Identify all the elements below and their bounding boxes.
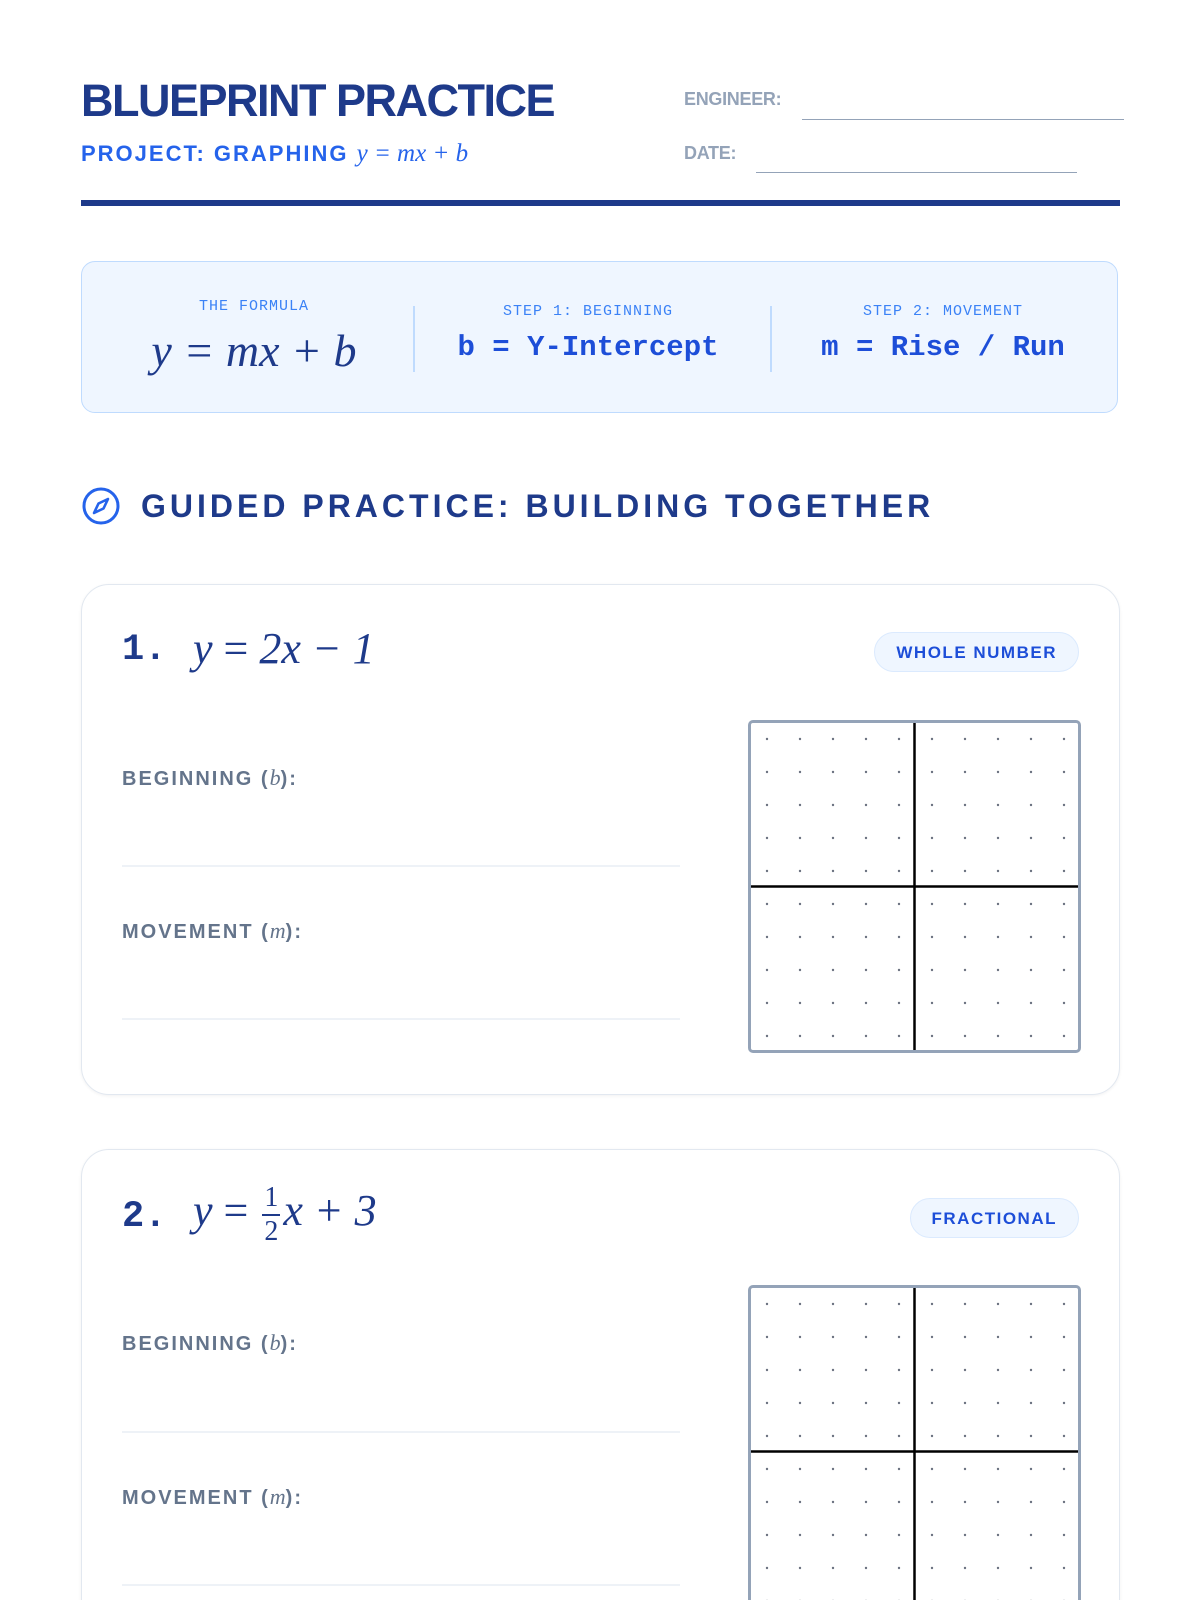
problem-equation: y = $\frac{1}{2}$ x + 3 [193,1182,377,1247]
grid-dot [931,936,933,938]
grid-dot [799,1002,801,1004]
grid-dot [997,771,999,773]
grid-dot [964,870,966,872]
grid-dot [832,969,834,971]
grid-dot [1063,1336,1065,1338]
grid-dot [898,969,900,971]
grid-dot [997,804,999,806]
grid-dot [1030,1567,1032,1569]
grid-dot [766,1035,768,1037]
grid-dot [1030,969,1032,971]
grid-dot [931,1501,933,1503]
grid-dot [997,1035,999,1037]
formula-label: THE FORMULA [198,298,310,315]
grid-dot [1063,1567,1065,1569]
date-label: DATE: [684,143,737,163]
beginning-label-text: BEGINNING ( [122,768,270,790]
grid-dot [799,1567,801,1569]
label-close: ): [285,1487,303,1509]
grid-dot [766,1435,768,1437]
grid-dot [832,1035,834,1037]
grid-dot [898,1002,900,1004]
grid-dot [964,738,966,740]
grid-dot [766,1369,768,1371]
grid-dot [997,903,999,905]
step1-value: b = Y-Intercept [457,331,719,364]
movement-label-text: MOVEMENT ( [122,1487,270,1509]
engineer-input-line[interactable] [802,119,1124,120]
grid-dot [766,1501,768,1503]
grid-dot [1063,1468,1065,1470]
coordinate-grid[interactable] [748,720,1081,1053]
formula-column [110,262,398,412]
grid-dot [997,1002,999,1004]
grid-dot [931,1534,933,1536]
grid-dot [865,1534,867,1536]
step2-label: STEP 2: MOVEMENT [862,303,1024,320]
grid-dot [1063,1501,1065,1503]
grid-dot [964,1369,966,1371]
grid-dot [766,1534,768,1536]
grid-dot [931,969,933,971]
grid-dot [766,771,768,773]
step2-column [782,262,1104,412]
grid-dot [832,1435,834,1437]
grid-dot [832,1303,834,1305]
label-close: ): [280,768,298,790]
grid-dot [1063,1002,1065,1004]
grid-dot [865,1303,867,1305]
grid-dot [964,1303,966,1305]
grid-dot [931,870,933,872]
worksheet-title: BLUEPRINT PRACTICE [81,75,555,126]
problem-number: 2. [122,1196,167,1238]
grid-dot [865,936,867,938]
grid-dot [1030,837,1032,839]
grid-dot [865,1468,867,1470]
grid-dot [964,903,966,905]
grid-dot [1030,1336,1032,1338]
grid-dot [898,1435,900,1437]
grid-dot [799,1468,801,1470]
grid-dot [832,1002,834,1004]
grid-dot [997,1567,999,1569]
grid-dot [964,837,966,839]
grid-dot [898,1534,900,1536]
grid-dot [898,936,900,938]
grid-dot [1030,738,1032,740]
grid-dot [997,837,999,839]
grid-dot [898,771,900,773]
grid-dot [931,1336,933,1338]
grid-dot [997,1501,999,1503]
grid-dot [1063,1402,1065,1404]
section-title: GUIDED PRACTICE: BUILDING TOGETHER [141,488,935,524]
step1-label: STEP 1: BEGINNING [502,303,674,320]
grid-dot [799,771,801,773]
grid-dot [865,969,867,971]
grid-dot [832,837,834,839]
grid-dot [931,1369,933,1371]
grid-dot [766,837,768,839]
date-input-line[interactable] [756,172,1077,173]
problem-equation: y = 2x − 1 [193,624,375,673]
grid-dot [865,1369,867,1371]
grid-dot [997,969,999,971]
grid-dot [1030,1468,1032,1470]
grid-dot [898,1336,900,1338]
grid-dot [865,1501,867,1503]
fraction-denominator: 2 [264,1216,279,1247]
grid-dot [931,738,933,740]
equation-lhs: y [193,624,213,673]
grid-dot [799,1435,801,1437]
grid-dot [931,1002,933,1004]
grid-dot [931,1402,933,1404]
grid-dot [898,738,900,740]
grid-dot [832,771,834,773]
grid-dot [997,1468,999,1470]
grid-dot [799,1035,801,1037]
step2-value: m = Rise / Run [821,331,1065,364]
coordinate-grid-svg [751,723,1078,1050]
movement-label-text: MOVEMENT ( [122,921,270,943]
grid-dot [964,1468,966,1470]
grid-dot [1063,969,1065,971]
grid-dot [1063,738,1065,740]
movement-label [122,1484,303,1510]
grid-dot [898,1303,900,1305]
coordinate-grid-svg [751,1288,1078,1600]
grid-dot [1063,1035,1065,1037]
grid-dot [766,1336,768,1338]
formula-divider [770,306,772,372]
grid-dot [1063,870,1065,872]
grid-dot [997,1435,999,1437]
grid-dot [799,969,801,971]
grid-dot [766,903,768,905]
label-close: ): [285,921,303,943]
grid-dot [1063,1435,1065,1437]
beginning-label [122,765,298,791]
grid-dot [1030,1501,1032,1503]
grid-dot [964,969,966,971]
grid-dot [766,1567,768,1569]
grid-dot [1030,1369,1032,1371]
grid-dot [865,870,867,872]
grid-dot [964,1035,966,1037]
grid-dot [997,870,999,872]
grid-dot [865,837,867,839]
grid-dot [997,1303,999,1305]
grid-dot [832,1336,834,1338]
subtitle-prefix: PROJECT: GRAPHING [81,141,357,166]
grid-dot [766,1468,768,1470]
problem-number: 1. [122,629,167,671]
grid-dot [997,738,999,740]
grid-dot [832,1402,834,1404]
grid-dot [766,1402,768,1404]
grid-dot [931,1468,933,1470]
grid-dot [832,738,834,740]
grid-dot [1030,1035,1032,1037]
grid-dot [1030,1002,1032,1004]
grid-dot [799,936,801,938]
grid-dot [964,804,966,806]
grid-dot [865,771,867,773]
grid-dot [799,738,801,740]
label-close: ): [280,1333,298,1355]
grid-dot [1063,837,1065,839]
grid-dot [799,837,801,839]
beginning-answer-line[interactable] [122,1431,680,1433]
fraction-numerator: 1 [262,1184,280,1216]
equation-rhs: x + 3 [283,1186,377,1236]
equation-fraction [262,1184,280,1246]
grid-dot [1030,804,1032,806]
grid-dot [964,1435,966,1437]
formula-value: y = mx + b [151,325,357,376]
grid-dot [964,771,966,773]
movement-answer-line[interactable] [122,1018,680,1020]
grid-dot [964,1402,966,1404]
grid-dot [997,1336,999,1338]
grid-dot [931,1303,933,1305]
grid-dot [964,1567,966,1569]
grid-dot [865,1567,867,1569]
grid-dot [799,804,801,806]
grid-dot [964,1501,966,1503]
grid-dot [997,1402,999,1404]
grid-dot [898,1567,900,1569]
grid-dot [964,936,966,938]
grid-dot [865,1035,867,1037]
grid-dot [1063,1369,1065,1371]
grid-dot [1030,903,1032,905]
grid-dot [865,1002,867,1004]
grid-dot [1030,771,1032,773]
grid-dot [799,903,801,905]
grid-dot [832,1501,834,1503]
grid-dot [931,771,933,773]
grid-dot [865,804,867,806]
formula-reference-box [81,261,1118,413]
grid-dot [832,1468,834,1470]
grid-dot [931,903,933,905]
grid-dot [766,936,768,938]
grid-dot [832,903,834,905]
grid-dot [832,1534,834,1536]
grid-dot [964,1002,966,1004]
grid-dot [865,738,867,740]
grid-dot [898,1468,900,1470]
beginning-label [122,1330,298,1356]
grid-dot [1063,1303,1065,1305]
grid-dot [799,1303,801,1305]
grid-dot [832,936,834,938]
movement-var: m [269,1484,286,1509]
grid-dot [832,804,834,806]
grid-dot [1030,1303,1032,1305]
step1-column [427,262,749,412]
grid-dot [1030,1435,1032,1437]
grid-dot [865,1336,867,1338]
beginning-var: b [269,1330,281,1355]
beginning-var: b [269,765,281,790]
beginning-answer-line[interactable] [122,865,680,867]
grid-dot [799,870,801,872]
movement-answer-line[interactable] [122,1584,680,1586]
equation-rhs: 2x − 1 [259,624,375,673]
grid-dot [964,1534,966,1536]
equation-lhs: y [193,1186,213,1236]
grid-dot [1063,903,1065,905]
movement-label [122,918,303,944]
grid-dot [832,1369,834,1371]
grid-dot [898,1035,900,1037]
grid-dot [898,1501,900,1503]
grid-dot [1063,804,1065,806]
grid-dot [766,870,768,872]
grid-dot [898,804,900,806]
grid-dot [1030,1402,1032,1404]
coordinate-grid[interactable] [748,1285,1081,1600]
grid-dot [799,1501,801,1503]
header-divider [81,200,1120,206]
grid-dot [898,1369,900,1371]
problem-card [81,584,1120,1095]
beginning-label-text: BEGINNING ( [122,1333,270,1355]
grid-dot [1030,870,1032,872]
grid-dot [1063,771,1065,773]
grid-dot [898,1402,900,1404]
grid-dot [799,1534,801,1536]
grid-dot [898,870,900,872]
grid-dot [832,1567,834,1569]
grid-dot [865,1402,867,1404]
grid-dot [766,1002,768,1004]
grid-dot [865,1435,867,1437]
grid-dot [799,1402,801,1404]
project-subtitle [81,140,468,168]
grid-dot [997,936,999,938]
grid-dot [898,837,900,839]
subtitle-formula: y = mx + b [356,140,469,167]
grid-dot [898,903,900,905]
grid-dot [931,1435,933,1437]
grid-dot [1063,936,1065,938]
grid-dot [865,903,867,905]
engineer-label: ENGINEER: [684,89,782,109]
grid-dot [832,870,834,872]
grid-dot [1030,936,1032,938]
grid-dot [931,1567,933,1569]
grid-dot [997,1369,999,1371]
difficulty-tag: FRACTIONAL [910,1198,1079,1238]
grid-dot [766,1303,768,1305]
grid-dot [931,804,933,806]
grid-dot [997,1534,999,1536]
difficulty-tag: WHOLE NUMBER [874,632,1079,672]
formula-divider [413,306,415,372]
compass-icon [81,486,121,526]
grid-dot [1030,1534,1032,1536]
grid-dot [931,1035,933,1037]
grid-dot [931,837,933,839]
grid-dot [799,1336,801,1338]
grid-dot [1063,1534,1065,1536]
grid-dot [766,969,768,971]
movement-var: m [269,918,286,943]
problem-card [81,1149,1120,1600]
grid-dot [799,1369,801,1371]
grid-dot [766,738,768,740]
grid-dot [766,804,768,806]
grid-dot [964,1336,966,1338]
